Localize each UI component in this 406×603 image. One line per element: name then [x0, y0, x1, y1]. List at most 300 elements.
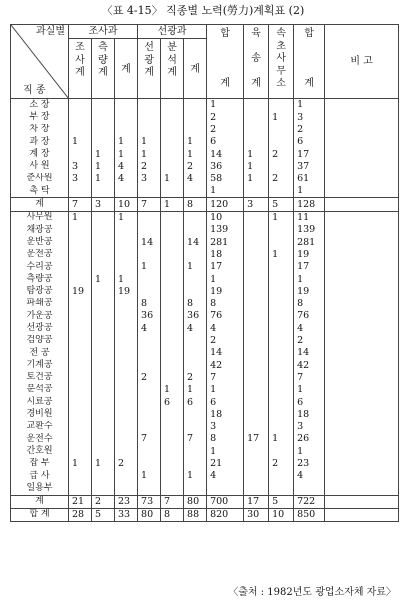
cell-value — [161, 470, 184, 482]
source-note: 〈출처 : 1982년도 광업소자체 자료〉 — [228, 587, 396, 598]
table-row — [11, 298, 399, 310]
remarks-cell — [325, 273, 399, 285]
cell-value — [92, 322, 115, 334]
cell-value: 1 — [69, 211, 92, 224]
cell-value — [138, 335, 161, 347]
remarks-cell — [325, 148, 399, 160]
cell-value — [269, 470, 294, 482]
corner-top-label: 과실별 — [36, 26, 65, 37]
remarks-cell — [325, 508, 399, 521]
cell-value: 8 — [207, 298, 244, 310]
cell-value — [115, 408, 138, 420]
cell-value — [269, 322, 294, 334]
cell-value — [244, 482, 269, 495]
cell-value: 19 — [115, 285, 138, 297]
table-row — [11, 173, 399, 185]
cell-value — [269, 160, 294, 172]
cell-value: 6 — [184, 396, 207, 408]
cell-value — [138, 211, 161, 224]
cell-value — [92, 335, 115, 347]
cell-value: 8 — [184, 298, 207, 310]
cell-value: 4 — [294, 322, 325, 334]
cell-value — [138, 384, 161, 396]
cell-value: 1 — [138, 148, 161, 160]
cell-value — [244, 261, 269, 273]
cell-value — [69, 408, 92, 420]
cell-value: 1 — [92, 148, 115, 160]
row-label: 사 원 — [11, 160, 69, 172]
remarks-cell — [325, 310, 399, 322]
cell-value — [69, 482, 92, 495]
cell-value — [92, 421, 115, 433]
cell-value — [244, 298, 269, 310]
cell-value: 2 — [184, 160, 207, 172]
cell-value — [115, 322, 138, 334]
cell-value: 1 — [244, 173, 269, 185]
cell-value — [244, 458, 269, 470]
header-grand-total-label: 합 계 — [304, 28, 314, 89]
cell-value: 2 — [184, 372, 207, 384]
row-label: 토건공 — [11, 372, 69, 384]
cell-value — [138, 285, 161, 297]
cell-value — [161, 148, 184, 160]
cell-value — [161, 408, 184, 420]
row-label: 채광공 — [11, 224, 69, 236]
cell-value: 30 — [244, 508, 269, 521]
cell-value: 8 — [207, 433, 244, 445]
cell-value — [115, 310, 138, 322]
cell-value — [244, 445, 269, 457]
group-header-survey: 조사과 — [69, 25, 138, 39]
cell-value: 14 — [138, 236, 161, 248]
row-label: 부 장 — [11, 111, 69, 123]
row-label: 측량공 — [11, 273, 69, 285]
row-label: 계 — [11, 198, 69, 211]
cell-value — [115, 433, 138, 445]
cell-value: 1 — [207, 384, 244, 396]
cell-value — [69, 372, 92, 384]
cell-value: 700 — [207, 495, 244, 508]
cell-value — [115, 396, 138, 408]
cell-value — [69, 396, 92, 408]
table-row — [11, 249, 399, 261]
row-label: 전 공 — [11, 347, 69, 359]
cell-value — [92, 236, 115, 248]
cell-value: 128 — [294, 198, 325, 211]
table-row — [11, 322, 399, 334]
cell-value — [92, 99, 115, 112]
cell-value — [184, 408, 207, 420]
table-row — [11, 285, 399, 297]
cell-value: 1 — [294, 384, 325, 396]
table-row — [11, 372, 399, 384]
cell-value: 37 — [294, 160, 325, 172]
cell-value — [269, 224, 294, 236]
cell-value: 1 — [184, 384, 207, 396]
cell-value — [269, 310, 294, 322]
table-title: 〈표 4-15〉 직종별 노력(勞力)계획표 (2) — [101, 4, 305, 17]
sub-header — [138, 39, 161, 99]
remarks-cell — [325, 285, 399, 297]
row-label: 교환수 — [11, 421, 69, 433]
cell-value — [244, 273, 269, 285]
table-row — [11, 408, 399, 420]
remarks-cell — [325, 421, 399, 433]
labor-plan-table — [10, 24, 399, 522]
cell-value — [115, 224, 138, 236]
row-label: 운전수 — [11, 433, 69, 445]
cell-value — [115, 124, 138, 136]
cell-value: 139 — [294, 224, 325, 236]
cell-value — [184, 224, 207, 236]
cell-value — [184, 185, 207, 198]
cell-value: 10 — [269, 508, 294, 521]
cell-value — [161, 111, 184, 123]
cell-value: 18 — [294, 408, 325, 420]
cell-value — [269, 384, 294, 396]
cell-value: 73 — [138, 495, 161, 508]
row-label: 운전공 — [11, 249, 69, 261]
cell-value — [161, 285, 184, 297]
table-row — [11, 124, 399, 136]
cell-value: 1 — [294, 445, 325, 457]
cell-value: 2 — [207, 335, 244, 347]
cell-value: 4 — [138, 322, 161, 334]
cell-value — [115, 482, 138, 495]
cell-value: 1 — [138, 261, 161, 273]
remarks-cell — [325, 211, 399, 224]
remarks-cell — [325, 458, 399, 470]
cell-value — [161, 273, 184, 285]
cell-value: 1 — [92, 173, 115, 185]
table-row — [11, 273, 399, 285]
remarks-cell — [325, 198, 399, 211]
row-label: 가운공 — [11, 310, 69, 322]
cell-value: 281 — [294, 236, 325, 248]
cell-value: 10 — [115, 198, 138, 211]
cell-value — [138, 185, 161, 198]
cell-value — [244, 211, 269, 224]
cell-value: 850 — [294, 508, 325, 521]
cell-value — [269, 396, 294, 408]
cell-value: 1 — [294, 185, 325, 198]
cell-value: 1 — [92, 458, 115, 470]
cell-value — [244, 124, 269, 136]
cell-value — [138, 482, 161, 495]
cell-value: 11 — [294, 211, 325, 224]
cell-value — [92, 445, 115, 457]
cell-value: 1 — [115, 136, 138, 148]
sub-header — [184, 39, 207, 99]
remarks-cell — [325, 445, 399, 457]
table-row — [11, 99, 399, 112]
remarks-cell — [325, 335, 399, 347]
row-label: 소 장 — [11, 99, 69, 112]
cell-value: 42 — [207, 359, 244, 371]
remarks-cell — [325, 99, 399, 112]
cell-value: 36 — [207, 160, 244, 172]
table-row — [11, 261, 399, 273]
cell-value — [244, 335, 269, 347]
cell-value — [92, 470, 115, 482]
remarks-cell — [325, 396, 399, 408]
cell-value — [69, 273, 92, 285]
cell-value — [269, 99, 294, 112]
cell-value: 3 — [69, 173, 92, 185]
cell-value: 33 — [115, 508, 138, 521]
cell-value — [161, 185, 184, 198]
header-office — [269, 25, 294, 99]
cell-value: 18 — [207, 249, 244, 261]
cell-value — [138, 273, 161, 285]
table-row — [11, 148, 399, 160]
cell-value — [115, 185, 138, 198]
sub-header — [92, 39, 115, 99]
cell-value — [69, 322, 92, 334]
header-grand-total — [294, 25, 325, 99]
cell-value: 8 — [138, 298, 161, 310]
cell-value — [69, 249, 92, 261]
cell-value: 4 — [207, 322, 244, 334]
cell-value: 1 — [92, 160, 115, 172]
cell-value — [269, 421, 294, 433]
table-row — [11, 396, 399, 408]
cell-value: 2 — [269, 173, 294, 185]
cell-value — [161, 421, 184, 433]
cell-value — [92, 347, 115, 359]
sub-header — [69, 39, 92, 99]
cell-value: 76 — [207, 310, 244, 322]
cell-value — [92, 298, 115, 310]
table-row — [11, 470, 399, 482]
cell-value: 820 — [207, 508, 244, 521]
cell-value — [207, 482, 244, 495]
cell-value — [244, 322, 269, 334]
remarks-cell — [325, 224, 399, 236]
cell-value — [269, 185, 294, 198]
cell-value — [269, 335, 294, 347]
cell-value — [161, 160, 184, 172]
cell-value: 1 — [161, 173, 184, 185]
row-label: 촉 탁 — [11, 185, 69, 198]
remarks-cell — [325, 173, 399, 185]
table-row — [11, 211, 399, 224]
cell-value — [244, 99, 269, 112]
cell-value — [269, 408, 294, 420]
cell-value — [92, 224, 115, 236]
cell-value: 6 — [161, 396, 184, 408]
cell-value — [69, 421, 92, 433]
row-label: 차 장 — [11, 124, 69, 136]
cell-value: 1 — [161, 384, 184, 396]
cell-value — [69, 148, 92, 160]
cell-value — [269, 261, 294, 273]
cell-value — [138, 445, 161, 457]
row-label: 간호원 — [11, 445, 69, 457]
table-row — [11, 185, 399, 198]
cell-value — [244, 310, 269, 322]
table-row — [11, 421, 399, 433]
sub-header-label: 조 사 계 — [75, 42, 85, 78]
table-row — [11, 198, 399, 211]
cell-value — [115, 111, 138, 123]
cell-value: 722 — [294, 495, 325, 508]
cell-value: 3 — [92, 198, 115, 211]
cell-value — [161, 445, 184, 457]
cell-value — [92, 136, 115, 148]
cell-value: 14 — [207, 148, 244, 160]
remarks-cell — [325, 124, 399, 136]
table-row — [11, 458, 399, 470]
cell-value — [161, 359, 184, 371]
sub-header — [115, 39, 138, 99]
cell-value — [161, 458, 184, 470]
cell-value: 6 — [207, 136, 244, 148]
cell-value — [269, 298, 294, 310]
cell-value: 1 — [207, 445, 244, 457]
cell-value: 19 — [294, 285, 325, 297]
row-label: 기계공 — [11, 359, 69, 371]
cell-value: 88 — [184, 508, 207, 521]
cell-value — [161, 136, 184, 148]
table-row — [11, 445, 399, 457]
header-remarks: 비 고 — [325, 25, 399, 99]
cell-value — [244, 372, 269, 384]
cell-value: 19 — [207, 285, 244, 297]
cell-value: 80 — [138, 508, 161, 521]
cell-value: 2 — [138, 372, 161, 384]
remarks-cell — [325, 359, 399, 371]
cell-value — [115, 470, 138, 482]
cell-value — [138, 359, 161, 371]
cell-value — [184, 347, 207, 359]
remarks-cell — [325, 261, 399, 273]
cell-value — [184, 249, 207, 261]
cell-value: 14 — [294, 347, 325, 359]
cell-value: 1 — [207, 185, 244, 198]
remarks-cell — [325, 111, 399, 123]
cell-value — [138, 224, 161, 236]
cell-value: 5 — [92, 508, 115, 521]
cell-value: 1 — [184, 148, 207, 160]
cell-value — [161, 482, 184, 495]
cell-value — [244, 236, 269, 248]
cell-value: 1 — [115, 211, 138, 224]
cell-value: 10 — [207, 211, 244, 224]
cell-value: 1 — [115, 148, 138, 160]
cell-value — [115, 298, 138, 310]
cell-value — [69, 347, 92, 359]
header-total — [207, 25, 244, 99]
cell-value — [269, 136, 294, 148]
cell-value — [92, 111, 115, 123]
cell-value: 76 — [294, 310, 325, 322]
remarks-cell — [325, 372, 399, 384]
cell-value: 6 — [294, 136, 325, 148]
cell-value — [115, 347, 138, 359]
cell-value — [269, 236, 294, 248]
row-label: 잡 부 — [11, 458, 69, 470]
cell-value: 1 — [92, 273, 115, 285]
cell-value: 14 — [207, 347, 244, 359]
cell-value: 2 — [294, 124, 325, 136]
cell-value — [184, 335, 207, 347]
cell-value: 1 — [294, 273, 325, 285]
cell-value: 1 — [269, 111, 294, 123]
cell-value — [138, 458, 161, 470]
cell-value: 2 — [138, 160, 161, 172]
remarks-cell — [325, 408, 399, 420]
cell-value — [138, 347, 161, 359]
cell-value — [269, 285, 294, 297]
cell-value: 3 — [69, 160, 92, 172]
cell-value — [69, 310, 92, 322]
cell-value — [161, 261, 184, 273]
cell-value — [92, 211, 115, 224]
cell-value: 61 — [294, 173, 325, 185]
cell-value: 1 — [69, 458, 92, 470]
remarks-cell — [325, 433, 399, 445]
row-label: 운반공 — [11, 236, 69, 248]
row-label: 일용부 — [11, 482, 69, 495]
cell-value: 80 — [184, 495, 207, 508]
cell-value: 3 — [207, 421, 244, 433]
cell-value: 4 — [115, 160, 138, 172]
cell-value: 4 — [207, 470, 244, 482]
cell-value — [92, 285, 115, 297]
cell-value: 36 — [138, 310, 161, 322]
cell-value: 2 — [115, 458, 138, 470]
cell-value — [115, 335, 138, 347]
cell-value — [161, 298, 184, 310]
cell-value: 23 — [115, 495, 138, 508]
row-label: 급 사 — [11, 470, 69, 482]
cell-value: 3 — [294, 111, 325, 123]
cell-value — [69, 224, 92, 236]
cell-value: 17 — [244, 495, 269, 508]
remarks-cell — [325, 136, 399, 148]
sub-header — [161, 39, 184, 99]
cell-value — [161, 335, 184, 347]
cell-value: 1 — [69, 136, 92, 148]
cell-value: 7 — [184, 433, 207, 445]
cell-value: 1 — [244, 148, 269, 160]
cell-value — [161, 310, 184, 322]
cell-value — [269, 482, 294, 495]
cell-value — [138, 396, 161, 408]
cell-value: 120 — [207, 198, 244, 211]
cell-value — [92, 249, 115, 261]
cell-value: 4 — [184, 173, 207, 185]
cell-value — [161, 372, 184, 384]
cell-value: 2 — [207, 124, 244, 136]
row-label: 합 계 — [11, 508, 69, 521]
cell-value — [92, 408, 115, 420]
row-label: 수리공 — [11, 261, 69, 273]
cell-value — [184, 482, 207, 495]
cell-value: 7 — [69, 198, 92, 211]
cell-value — [184, 99, 207, 112]
cell-value: 8 — [184, 198, 207, 211]
cell-value — [92, 185, 115, 198]
cell-value: 17 — [207, 261, 244, 273]
row-label: 경비원 — [11, 408, 69, 420]
cell-value: 2 — [207, 111, 244, 123]
remarks-cell — [325, 347, 399, 359]
sub-header-label: 측 량 계 — [98, 42, 108, 78]
cell-value — [244, 470, 269, 482]
cell-value: 7 — [294, 372, 325, 384]
